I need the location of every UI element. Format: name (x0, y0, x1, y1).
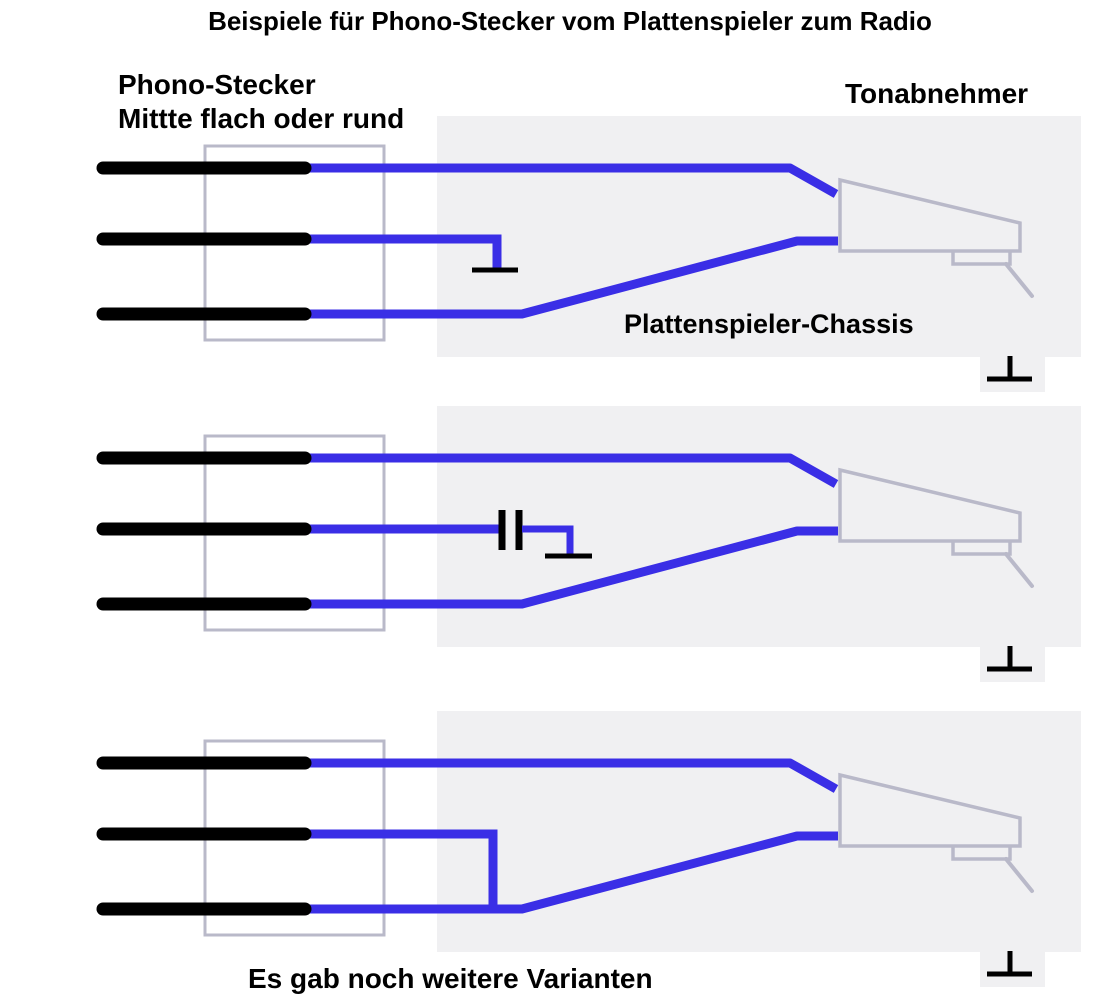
pickup-label: Tonabnehmer (845, 78, 1029, 109)
phono-plug-label-line1: Phono-Stecker (118, 69, 316, 100)
diagram-title: Beispiele für Phono-Stecker vom Plattenspieler zum Radio (208, 6, 932, 36)
phono-plug-label (118, 68, 404, 136)
variant-3 (103, 711, 1081, 987)
phono-plug-label-line2: Mittte flach oder rund (118, 103, 405, 134)
variant-1 (103, 116, 1081, 392)
footer-note: Es gab noch weitere Varianten (248, 963, 653, 994)
chassis-label: Plattenspieler-Chassis (624, 309, 914, 339)
variant-2 (103, 406, 1081, 682)
